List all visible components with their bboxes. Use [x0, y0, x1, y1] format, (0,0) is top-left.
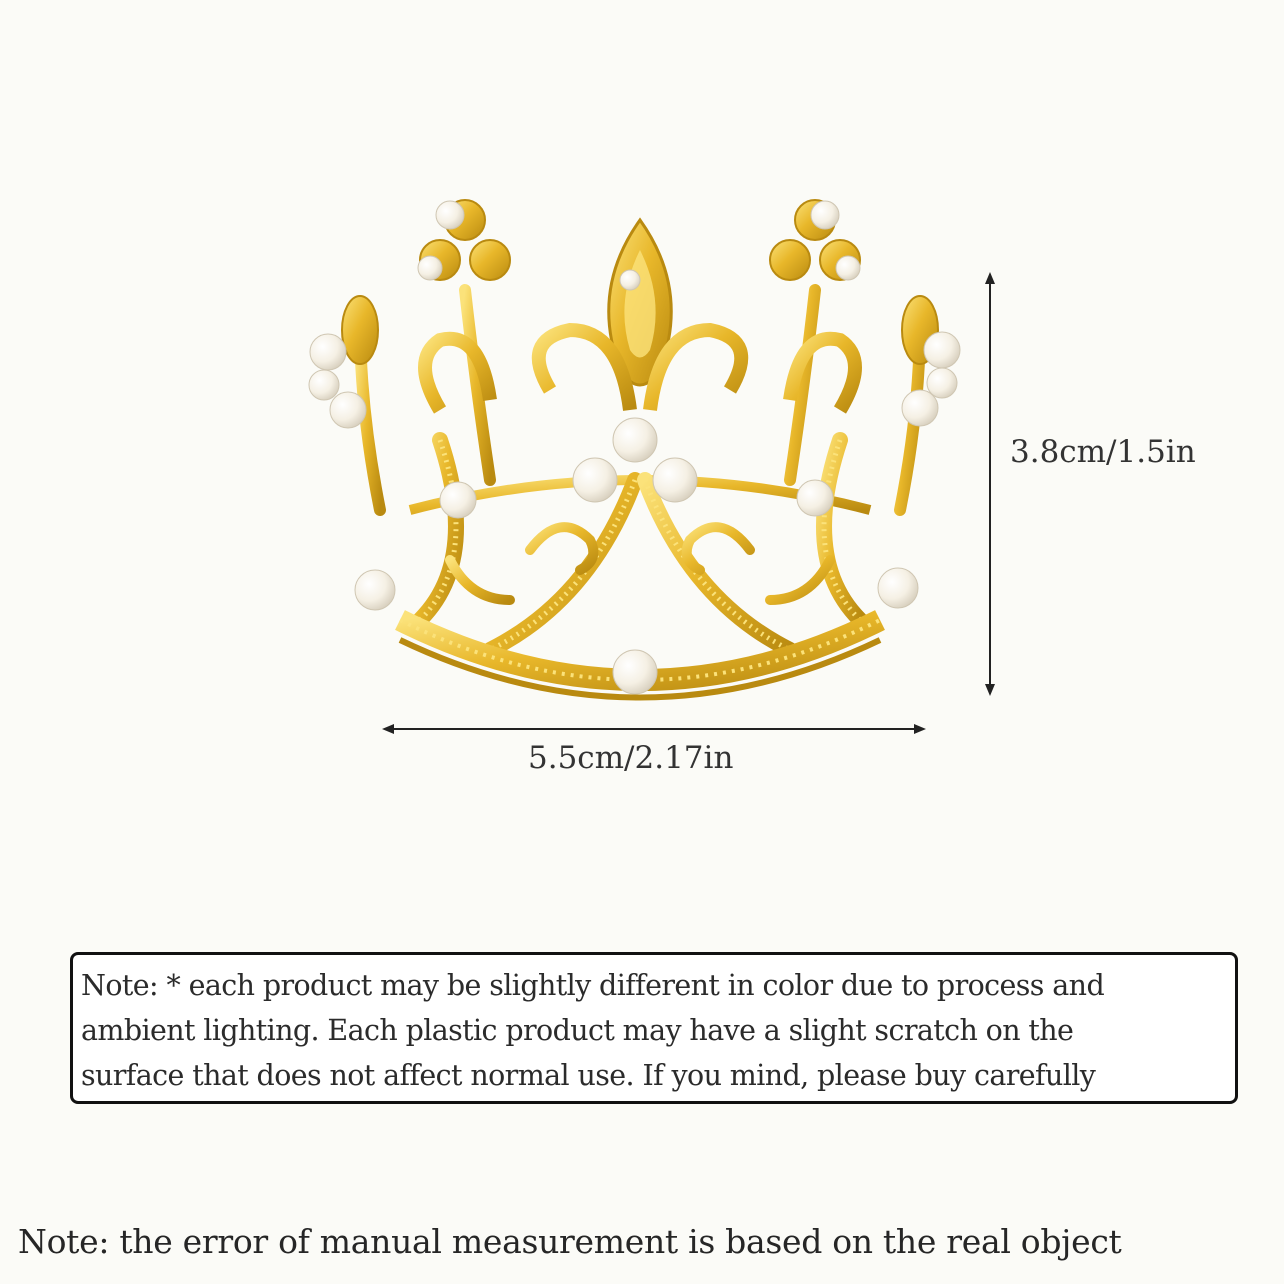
width-dimension-arrow — [382, 716, 926, 742]
note-line: surface that does not affect normal use. If you mind, please buy carefully — [81, 1059, 1096, 1092]
height-dimension-arrow — [975, 272, 1005, 696]
width-measurement-label: 5.5cm/2.17in — [528, 740, 734, 776]
product-note-box — [70, 952, 1238, 1104]
note-line: ambient lighting. Each plastic product may have a slight scratch on the — [81, 1014, 1074, 1047]
measurement-error-note: Note: the error of manual measurement is based on the real object — [18, 1222, 1122, 1261]
gold-pearl-crown-icon — [290, 180, 990, 740]
height-measurement-label: 3.8cm/1.5in — [1010, 434, 1196, 470]
crown-image — [290, 180, 990, 740]
note-line: Note: * each product may be slightly different in color due to process and — [81, 969, 1105, 1002]
